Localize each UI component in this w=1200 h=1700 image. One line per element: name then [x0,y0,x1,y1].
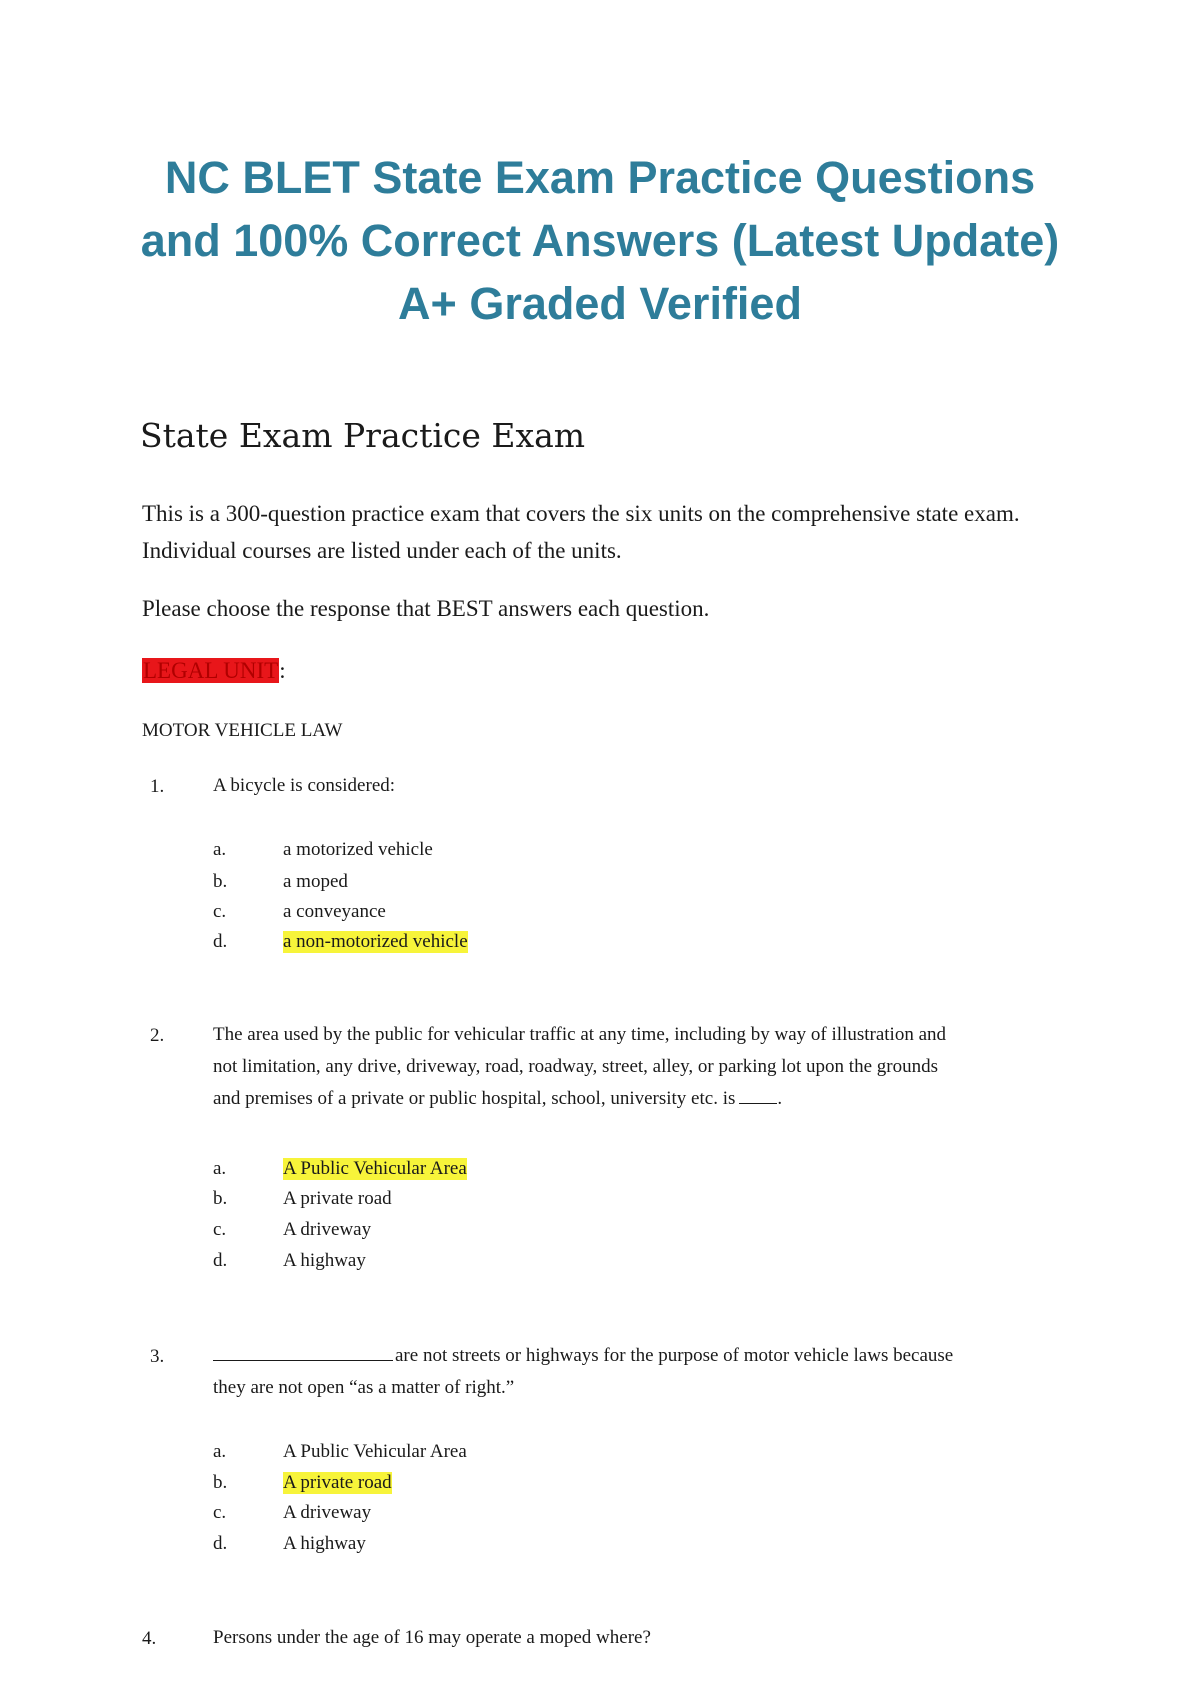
option-letter: b. [213,1188,228,1209]
question-text: A bicycle is considered: [213,775,396,796]
question-text-end: . [777,1088,783,1109]
option-letter: a. [213,839,227,860]
question-text-line [213,1340,1063,1372]
question-text [213,1340,1063,1404]
unit-heading [142,655,286,687]
option-text-correct-answer: A Public Vehicular Area [283,1158,467,1179]
question-text-line [213,1083,1063,1115]
title-line-3: A+ Graded Verified [398,278,802,329]
title-line-2: and 100% Correct Answers (Latest Update) [140,215,1060,266]
title-line-1: NC BLET State Exam Practice Questions [164,152,1036,203]
intro-paragraph: This is a 300-question practice exam that covers the six units on the comprehensive state exam. Individual courses are listed under each of the units. [142,501,1020,563]
question-number: 3. [150,1346,165,1367]
option-text: a moped [283,871,348,892]
answer-blank [739,1102,777,1104]
question-text: Persons under the age of 16 may operate a moped where? [213,1627,651,1648]
option-text: A highway [283,1250,366,1271]
option-letter: a. [213,1158,227,1179]
question-text-line: not limitation, any drive, driveway, road, roadway, street, alley, or parking lot upon the grounds [213,1056,938,1077]
question-number: 1. [150,776,165,797]
option-letter: a. [213,1441,227,1462]
course-heading: MOTOR VEHICLE LAW [142,720,343,741]
question-text [213,1019,1063,1115]
answer-blank [213,1359,393,1361]
option-text: A highway [283,1533,366,1554]
option-text: a conveyance [283,901,386,922]
unit-suffix: : [279,658,286,683]
question-text-line: they are not open “as a matter of right.” [213,1377,515,1398]
document-title [100,146,1100,335]
unit-label: LEGAL UNIT [143,658,279,683]
question-text-line: The area used by the public for vehicular traffic at any time, including by way of illustration and [213,1024,947,1045]
option-text: A driveway [283,1502,372,1523]
option-letter: b. [213,871,228,892]
option-letter: b. [213,1472,228,1493]
section-heading: State Exam Practice Exam [140,416,586,455]
instruction-paragraph: Please choose the response that BEST answers each question. [142,596,710,621]
option-letter: d. [213,1250,228,1271]
question-number: 2. [150,1025,165,1046]
option-text-correct-answer: A private road [283,1472,392,1493]
option-letter: c. [213,901,227,922]
option-letter: c. [213,1502,227,1523]
question-text-line-3: and premises of a private or public hospital, school, university etc. is [213,1088,736,1109]
question-text-line-1: are not streets or highways for the purpose of motor vehicle laws because [395,1345,954,1366]
question-number: 4. [142,1628,157,1649]
option-letter: d. [213,931,228,952]
option-letter: c. [213,1219,227,1240]
option-text: A private road [283,1188,392,1209]
option-text: a motorized vehicle [283,839,433,860]
option-text: A driveway [283,1219,372,1240]
option-text: A Public Vehicular Area [283,1441,467,1462]
option-text-correct-answer: a non-motorized vehicle [283,931,468,952]
option-letter: d. [213,1533,228,1554]
